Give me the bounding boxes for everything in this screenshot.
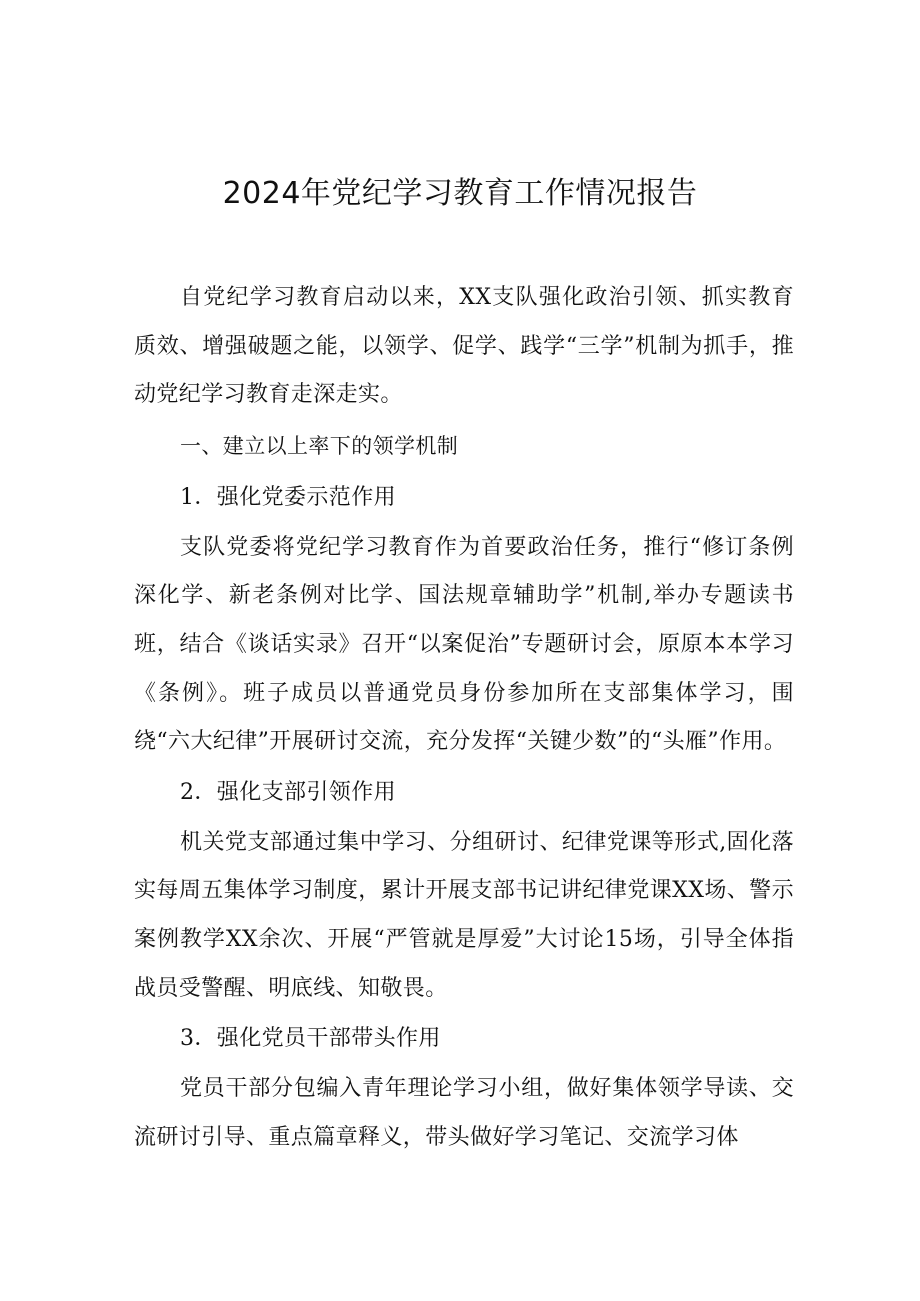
intro-paragraph: 自党纪学习教育启动以来，XX支队强化政治引领、抓实教育质效、增强破题之能，以领学、促学、践学“三学”机制为抓手，推动党纪学习教育走深走实。 [134, 285, 794, 408]
subsection-paragraph-3: 党员干部分包编入青年理论学习小组，做好集体领学导读、交流研讨引导、重点篇章释义，带头做好学习笔记、交流学习体 [134, 1076, 794, 1150]
subsection-paragraph-2: 机关党支部通过集中学习、分组研讨、纪律党课等形式,固化落实每周五集体学习制度，累计开展支部书记讲纪律党课XX场、警示案例教学XX余次、开展“严管就是厚爱”大讨论15场，引导全体指战员受警醒、明底线、知敬畏。 [134, 829, 794, 1001]
subsection-heading-1: 1．强化党委示范作用 [180, 484, 396, 510]
subsection-heading-2: 2．强化支部引领作用 [180, 779, 396, 805]
document-body [134, 274, 794, 1162]
section-heading: 一、建立以上率下的领学机制 [180, 433, 459, 458]
document-title: 2024年党纪学习教育工作情况报告 [222, 176, 698, 211]
subsection-paragraph-1: 支队党委将党纪学习教育作为首要政治任务，推行“修订条例深化学、新老条例对比学、国法规章辅助学”机制,举办专题读书班，结合《谈话实录》召开“以案促治”专题研讨会，原原本本学习《条例》。班子成员以普通党员身份参加所在支部集体学习，围绕“六大纪律”开展研讨交流，充分发挥“关键少数”的“头雁”作用。 [134, 534, 794, 755]
subsection-heading-3: 3．强化党员干部带头作用 [180, 1026, 441, 1052]
